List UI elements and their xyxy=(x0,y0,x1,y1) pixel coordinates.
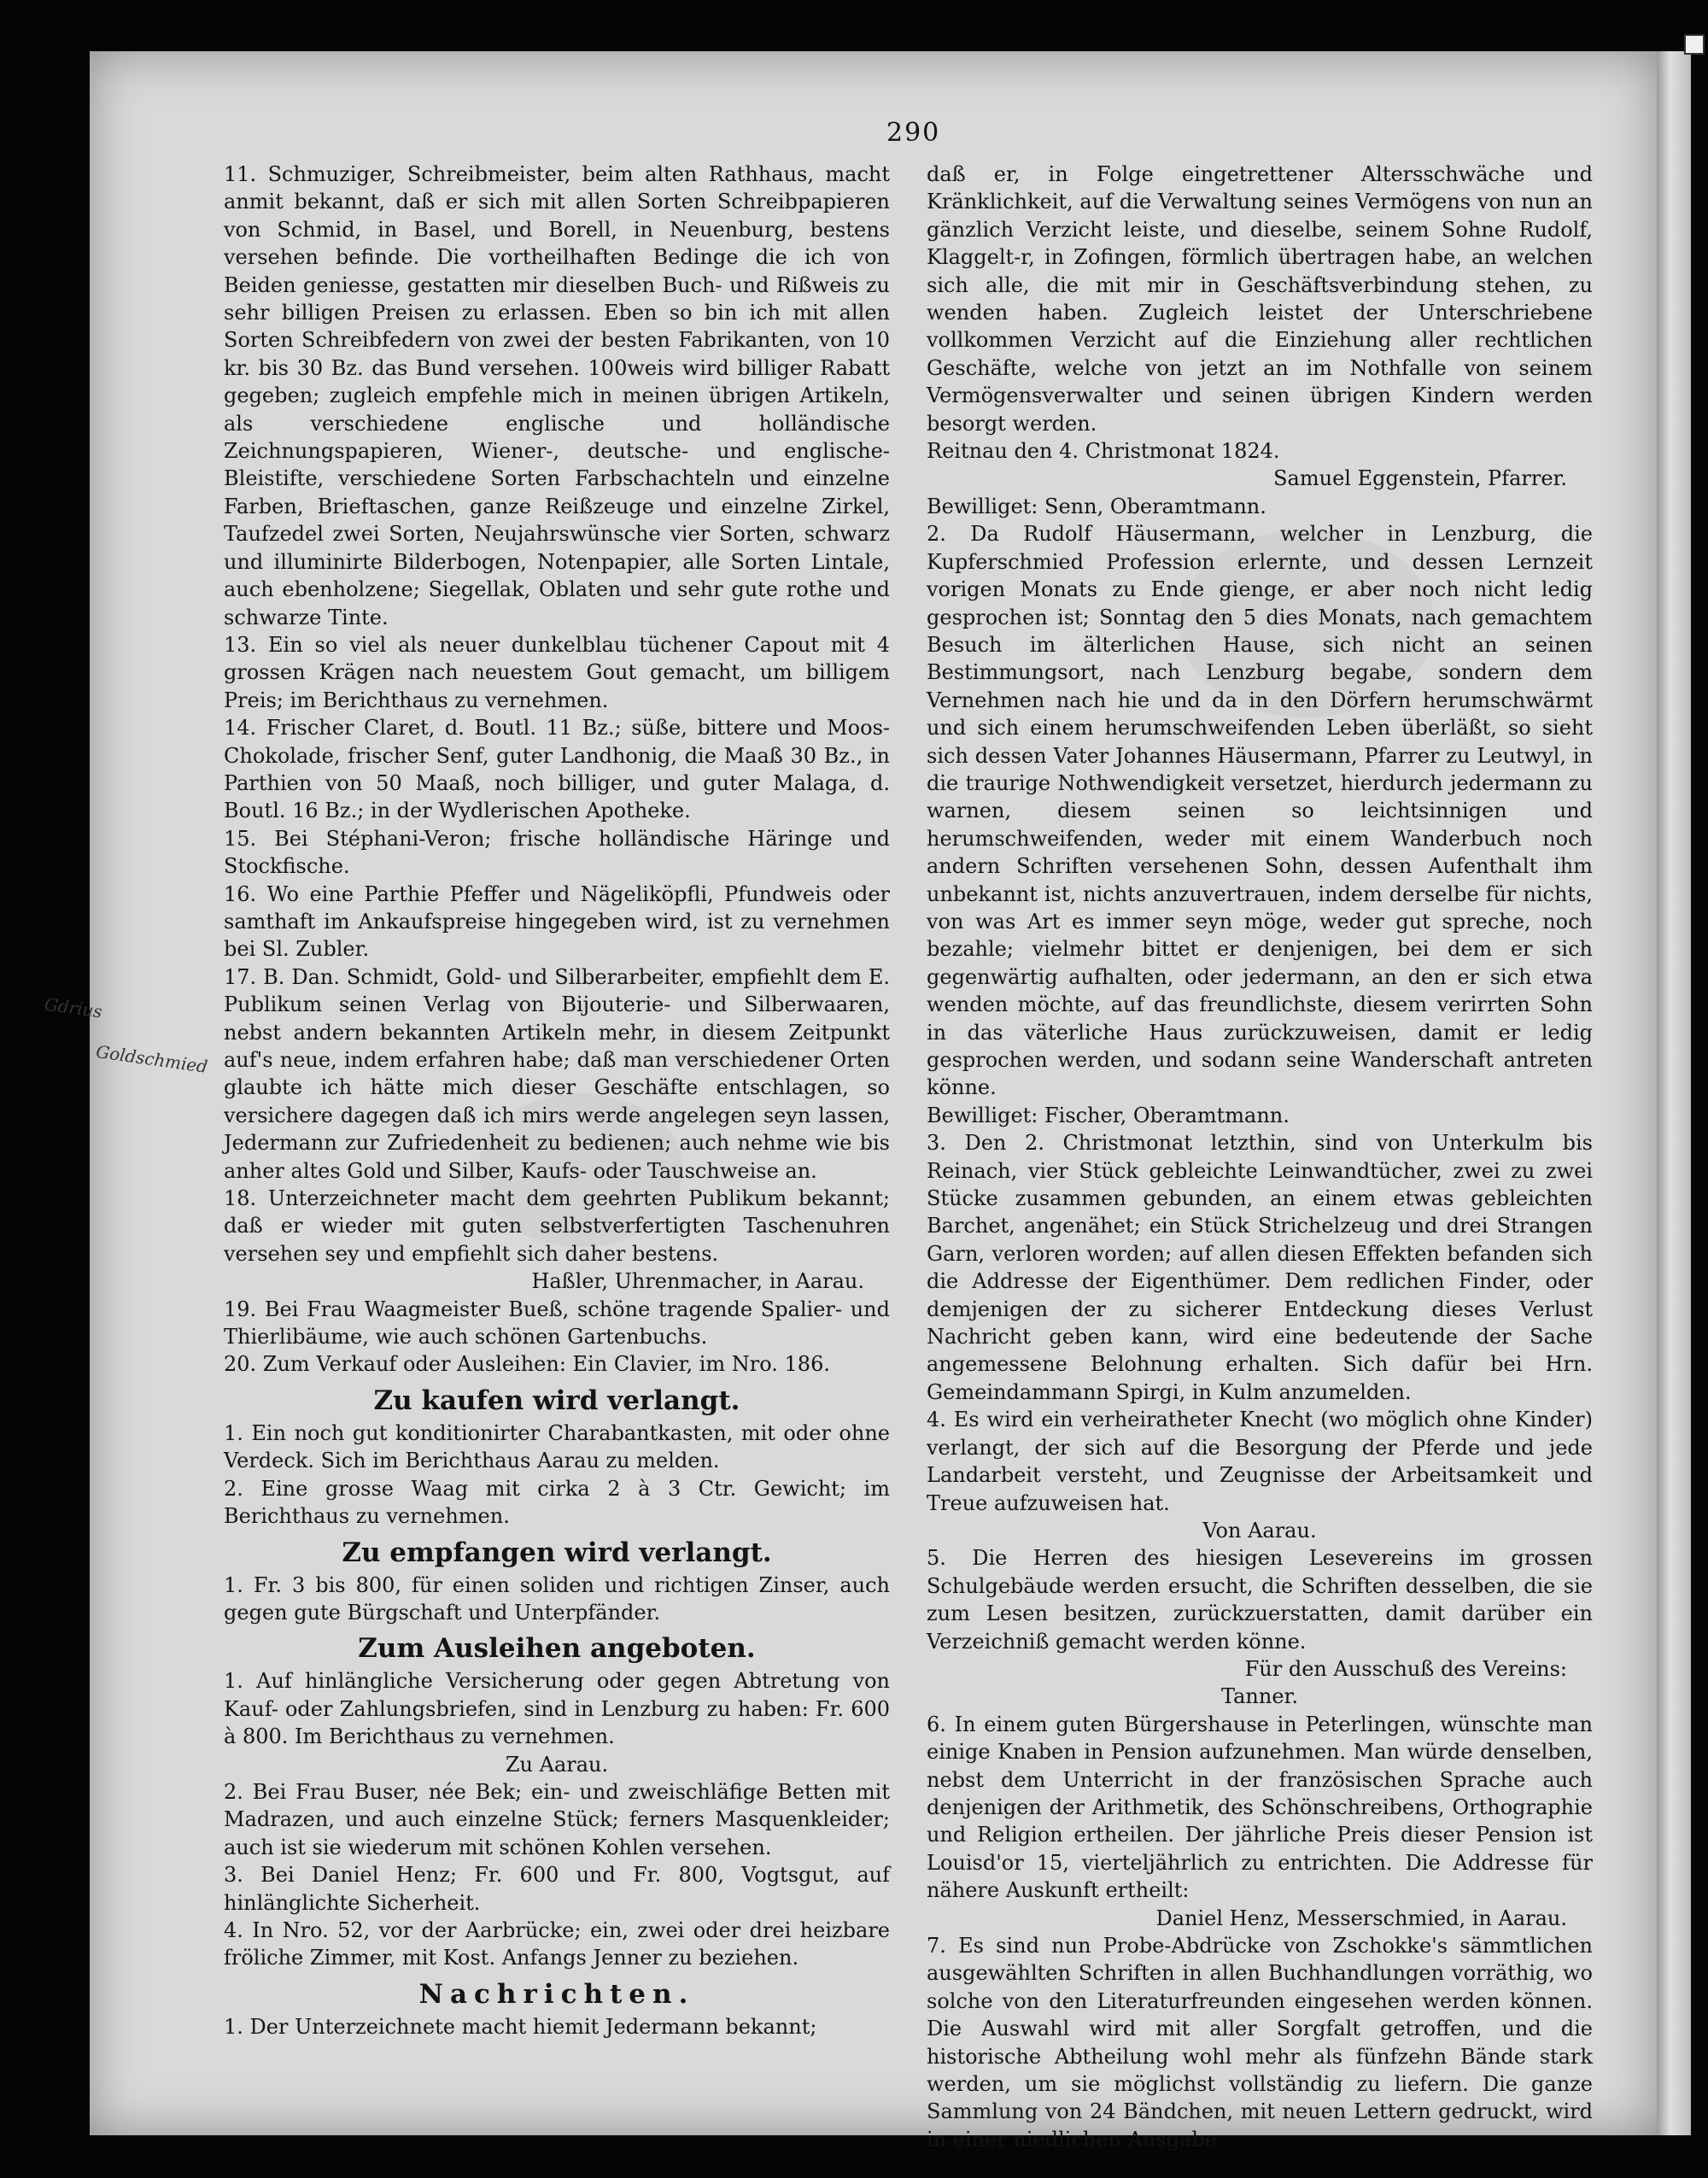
paragraph: 2. Da Rudolf Häusermann, welcher in Lenzburg, die Kupferschmied Profession erlernte, und dessen Lernzeit vorigen Monats zu Ende gienge, er aber noch nicht ledig gesprochen ist; Sonntag den 5 dies Monats, nach gemachtem Besuch im älterlichen Hause, sich nicht an seinen Bestimmungsort, nach Lenzburg begabe, sondern dem Vernehmen nach hie und da in den Dörfern herumschwärmt und sich einem herumschweifenden Leben überläßt, so sieht sich dessen Vater Johannes Häusermann, Pfarrer zu Leutwyl, in die traurige Nothwendigkeit versetzet, hierdurch jedermann zu warnen, diesem seinen so leichtsinnigen und herumschweifenden, weder mit einem Wanderbuch noch andern Schriften versehenen Sohn, dessen Aufenthalt ihm unbekannt ist, nichts anzuvertrauen, indem derselbe für nichts, von was Art es immer seyn möge, weder gut spreche, noch bezahle; vielmehr bittet er denjenigen, bei dem er sich gegenwärtig aufhalten, oder jedermann, an den er sich etwa wenden möchte, auf das freundlichste, diesem verirrten Sohn in das väterliche Haus zurückzuweisen, damit er ledig gesprochen werden, und sodann seine Wanderschaft antreten könne. xyxy=(927,522,1593,1100)
margin-note: Goldschmied xyxy=(94,1040,209,1078)
scan-corner-marker xyxy=(1684,34,1705,55)
paragraph: 4. In Nro. 52, vor der Aarbrücke; ein, zwei oder drei heizbare fröliche Zimmer, mit Kost. Anfangs Jenner zu beziehen. xyxy=(224,1917,890,1970)
paragraph: daß er, in Folge eingetrettener Altersschwäche und Kränklichkeit, auf die Verwaltung seines Vermögens von nun an gänzlich Verzicht leiste, und dieselbe, seinem Sohne Rudolf, Klaggelt-r, in Zofingen, förmlich übertragen habe, an welchen sich alle, die mit mir in Geschäftsverbindung stehen, zu wenden haben. Zugleich leistet der Unterschriebene vollkommen Verzicht auf die Einziehung aller rechtlichen Geschäfte, welche von jetzt an im Nothfalle von seinem Vermögensverwalter und seinen übrigen Kindern werden besorgt werden. xyxy=(927,162,1593,436)
paragraph: 15. Bei Stéphani-Veron; frische holländische Häringe und Stockfische. xyxy=(224,826,890,879)
section-heading: Zu empfangen wird verlangt. xyxy=(342,1537,772,1568)
paragraph: 5. Die Herren des hiesigen Lesevereins im grossen Schulgebäude werden ersucht, die Schriften desselben, die sie zum Lesen besitzen, zurückzuerstatten, damit darüber ein Verzeichniß gemacht werden könne. xyxy=(927,1546,1593,1654)
left-column xyxy=(224,161,890,2040)
page-number: 290 xyxy=(886,118,941,148)
paragraph: 1. Ein noch gut konditionirter Charabantkasten, mit oder ohne Verdeck. Sich im Berichthaus Aarau zu melden. xyxy=(224,1420,890,1473)
paragraph: 18. Unterzeichneter macht dem geehrten Publikum bekannt; daß er wieder mit guten selbstverfertigten Taschenuhren versehen sey und empfiehlt sich daher bestens. xyxy=(224,1186,890,1266)
signature-line: Haßler, Uhrenmacher, in Aarau. xyxy=(531,1269,864,1294)
section-heading: Nachrichten. xyxy=(418,1978,695,2010)
paragraph: 1. Fr. 3 bis 800, für einen soliden und richtigen Zinser, auch gegen gute Bürgschaft und Unterpfänder. xyxy=(224,1572,890,1625)
margin-note: Gdrius xyxy=(43,993,104,1022)
paragraph: 6. In einem guten Bürgershause in Peterlingen, wünschte man einige Knaben in Pension aufzunehmen. Man würde denselben, nebst dem Unterricht in der französischen Sprache auch denjenigen der Arithmetik, des Schönschreibens, Orthographie und Religion ertheilen. Der jährliche Preis dieser Pension ist Louisd'or 15, vierteljährlich zu entrichten. Die Addresse für nähere Auskunft ertheilt: xyxy=(927,1712,1593,1903)
paragraph: Bewilliget: Senn, Oberamtmann. xyxy=(927,494,1266,518)
section-heading: Zum Ausleihen angeboten. xyxy=(358,1633,756,1665)
next-page-edge xyxy=(1657,51,1691,2135)
paragraph: 11. Schmuziger, Schreibmeister, beim alten Rathhaus, macht anmit bekannt, daß er sich mit allen Sorten Schreibpapieren von Schmid, in Basel, und Borell, in Neuenburg, bestens versehen befinde. Die vortheilhaften Bedinge die ich von Beiden geniesse, gestatten mir dieselben Buch- und Rißweis zu sehr billigen Preisen zu erlassen. Eben so bin ich mit allen Sorten Schreibfedern von zwei der besten Fabrikanten, von 10 kr. bis 30 Bz. das Bund versehen. 100weis wird billiger Rabatt gegeben; zugleich empfehle mich in meinen übrigen Artikeln, als verschiedene englische und holländische Zeichnungspapieren, Wiener-, deutsche- und englische-Bleistifte, verschiedene Sorten Farbschachteln und einzelne Farben, Brieftaschen, ganze Reißzeuge und einzelne Zirkel, Taufzedel zwei Sorten, Neujahrswünsche vier Sorten, schwarz und illuminirte Bilderbogen, Notenpapier, alle Sorten Lintale, auch ebenholzene; Siegellak, Oblaten und sehr gute rothe und schwarze Tinte. xyxy=(224,162,890,629)
paragraph: 4. Es wird ein verheiratheter Knecht (wo möglich ohne Kinder) verlangt, der sich auf die Besorgung der Pferde und jede Landarbeit versteht, und Zeugnisse der Arbeitsamkeit und Treue aufzuweisen hat. xyxy=(927,1408,1593,1515)
signature-line: Samuel Eggenstein, Pfarrer. xyxy=(1273,466,1567,491)
paragraph: Bewilliget: Fischer, Oberamtmann. xyxy=(927,1103,1290,1127)
signature-line: Für den Ausschuß des Vereins: xyxy=(1244,1656,1567,1681)
paragraph: 1. Auf hinlängliche Versicherung oder gegen Abtretung von Kauf- oder Zahlungsbriefen, sind in Lenzburg zu haben: Fr. 600 à 800. Im Berichthaus zu vernehmen. xyxy=(224,1669,890,1749)
paragraph: 20. Zum Verkauf oder Ausleihen: Ein Clavier, im Nro. 186. xyxy=(224,1352,830,1377)
paragraph: 19. Bei Frau Waagmeister Bueß, schöne tragende Spalier- und Thierlibäume, wie auch schönen Gartenbuchs. xyxy=(224,1297,890,1350)
paragraph: Reitnau den 4. Christmonat 1824. xyxy=(927,439,1280,464)
paragraph: 7. Es sind nun Probe-Abdrücke von Zschokke's sämmtlichen ausgewählten Schriften in allen Buchhandlungen vorräthig, wo solche von den Literaturfreunden eingesehen werden können. Die Auswahl wird mit aller Sorgfalt getroffen, und die historische Abtheilung wohl mehr als fünfzehn Bände stark werden, um sie möglichst vollständig zu liefern. Die ganze Sammlung von 24 Bändchen, mit neuen Lettern gedruckt, wird in einer niedlichen Ausgabe xyxy=(927,1934,1593,2152)
paragraph: 17. B. Dan. Schmidt, Gold- und Silberarbeiter, empfiehlt dem E. Publikum seinen Verlag von Bijouterie- und Silberwaaren, nebst andern bekannten Artikeln mehr, in diesem Zeitpunkt auf's neue, indem erfahren habe; daß man verschiedener Orten glaubte ich hätte mich dieser Geschäfte entschlagen, so versichere dagegen daß ich mirs werde angelegen seyn lassen, Jedermann zur Zufriedenheit zu bedienen; auch nehme wie bis anher altes Gold und Silber, Kaufs- oder Tauschweise an. xyxy=(224,964,890,1183)
paragraph: 1. Der Unterzeichnete macht hiemit Jedermann bekannt; xyxy=(224,2014,817,2039)
section-heading: Zu kaufen wird verlangt. xyxy=(373,1385,740,1416)
place-line: Zu Aarau. xyxy=(505,1752,609,1777)
paragraph: 3. Den 2. Christmonat letzthin, sind von Unterkulm bis Reinach, vier Stück gebleichte Leinwandtücher, zwei zu zwei Stücke zusammen gebunden, an einem etwas gebleichten Barchet, angenähet; ein Stück Strichelzeug und drei Strangen Garn, verloren worden; auf allen diesen Effekten befanden sich die Addresse der Eigenthümer. Dem redlichen Finder, oder demjenigen der zu sicherer Entdeckung dieses Verlust Nachricht geben kann, wird eine bedeutende der Sache angemessene Belohnung erhalten. Sich dafür bei Hrn. Gemeindammann Spirgi, in Kulm anzumelden. xyxy=(927,1131,1593,1404)
place-line: Von Aarau. xyxy=(1202,1518,1317,1543)
place-line: Tanner. xyxy=(1220,1684,1299,1709)
paragraph: 14. Frischer Claret, d. Boutl. 11 Bz.; süße, bittere und Moos-Chokolade, frischer Senf, guter Landhonig, die Maaß 30 Bz., in Parthien von 50 Maaß, noch billiger, und guter Malaga, d. Boutl. 16 Bz.; in der Wydlerischen Apotheke. xyxy=(224,716,890,823)
paragraph: 2. Bei Frau Buser, née Bek; ein- und zweischläfige Betten mit Madrazen, und auch einzelne Stück; ferners Masquenkleider; auch ist sie wiederum mit schönen Kohlen versehen. xyxy=(224,1779,890,1859)
paragraph: 16. Wo eine Parthie Pfeffer und Nägeliköpfli, Pfundweis oder samthaft im Ankaufspreise hingegeben wird, ist zu vernehmen bei Sl. Zubler. xyxy=(224,881,890,962)
paragraph: 2. Eine grosse Waag mit cirka 2 à 3 Ctr. Gewicht; im Berichthaus zu vernehmen. xyxy=(224,1476,890,1529)
paragraph: 13. Ein so viel als neuer dunkelblau tüchener Capout mit 4 grossen Krägen nach neuestem Gout gemacht, um billigem Preis; im Berichthaus zu vernehmen. xyxy=(224,632,890,712)
signature-line: Daniel Henz, Messerschmied, in Aarau. xyxy=(1155,1906,1567,1930)
paragraph: 3. Bei Daniel Henz; Fr. 600 und Fr. 800, Vogtsgut, auf hinlänglichte Sicherheit. xyxy=(224,1863,890,1915)
right-column xyxy=(927,161,1593,2153)
